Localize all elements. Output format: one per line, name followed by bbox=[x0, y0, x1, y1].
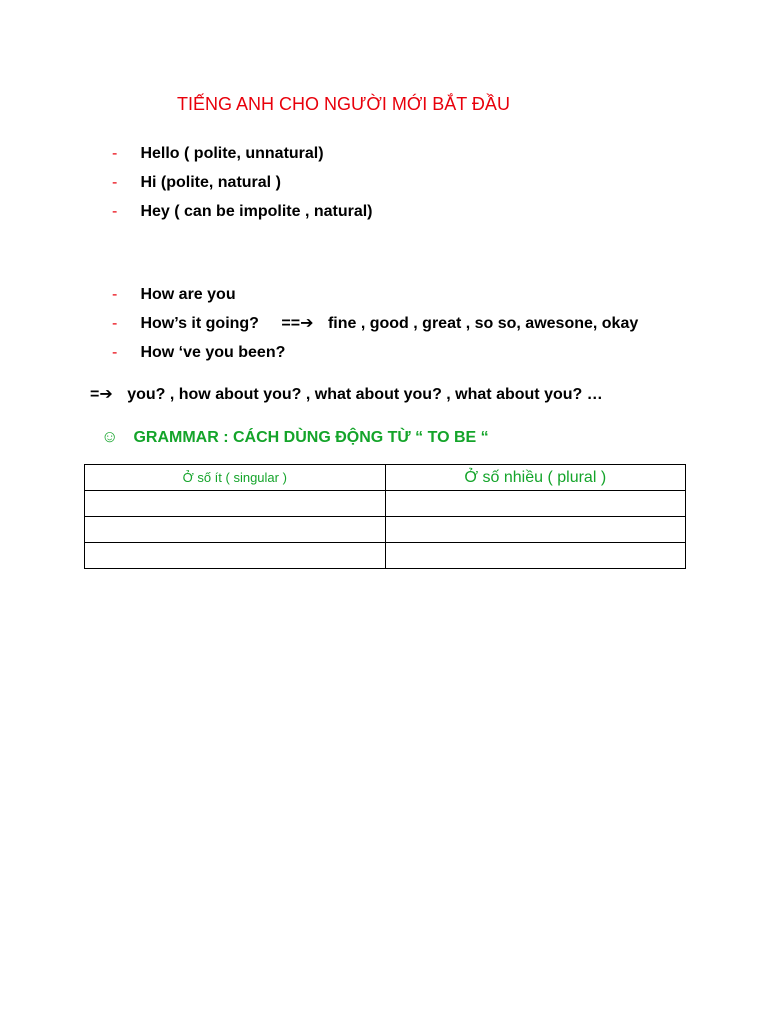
table-cell bbox=[85, 517, 386, 543]
greetings-list bbox=[112, 139, 373, 226]
list-item bbox=[112, 197, 373, 226]
smiley-icon: ☺ bbox=[101, 427, 119, 446]
followup-text: you? , how about you? , what about you? , what about you? … bbox=[127, 386, 603, 403]
table-row bbox=[85, 517, 686, 543]
list-item bbox=[112, 309, 638, 338]
bullet-dash: - bbox=[112, 174, 118, 191]
arrow-icon: =➔ bbox=[90, 386, 113, 403]
grammar-heading bbox=[101, 422, 489, 451]
question-text: How ‘ve you been? bbox=[140, 344, 286, 361]
followup-line bbox=[90, 380, 603, 409]
header-singular: Ở số ít ( singular ) bbox=[85, 465, 386, 491]
list-item bbox=[112, 139, 373, 168]
greeting-text: Hi (polite, natural ) bbox=[140, 174, 281, 191]
questions-list bbox=[112, 280, 638, 367]
table-row bbox=[85, 543, 686, 569]
bullet-dash: - bbox=[112, 145, 118, 162]
table-cell bbox=[385, 517, 686, 543]
document-title: TIẾNG ANH CHO NGƯỜI MỚI BẮT ĐẦU bbox=[177, 94, 510, 114]
list-item bbox=[112, 280, 638, 309]
bullet-dash: - bbox=[112, 286, 118, 303]
table-cell bbox=[385, 543, 686, 569]
grammar-text: GRAMMAR : CÁCH DÙNG ĐỘNG TỪ “ TO BE “ bbox=[133, 429, 489, 446]
bullet-dash: - bbox=[112, 203, 118, 220]
question-text: How’s it going? bbox=[140, 315, 259, 332]
response-text: fine , good , great , so so, awesone, okay bbox=[327, 315, 639, 332]
greeting-text: Hello ( polite, unnatural) bbox=[140, 145, 324, 162]
list-item bbox=[112, 168, 373, 197]
table-cell bbox=[385, 491, 686, 517]
table-header-row bbox=[85, 465, 686, 491]
to-be-table bbox=[84, 464, 686, 569]
bullet-dash: - bbox=[112, 344, 118, 361]
bullet-dash: - bbox=[112, 315, 118, 332]
arrow-icon bbox=[281, 309, 323, 338]
list-item bbox=[112, 338, 638, 367]
arrow-glyph: ==➔ bbox=[281, 315, 314, 332]
greeting-text: Hey ( can be impolite , natural) bbox=[140, 203, 373, 220]
table-cell bbox=[85, 491, 386, 517]
header-plural: Ở số nhiều ( plural ) bbox=[385, 465, 686, 491]
table-row bbox=[85, 491, 686, 517]
question-text: How are you bbox=[140, 286, 236, 303]
table-cell bbox=[85, 543, 386, 569]
